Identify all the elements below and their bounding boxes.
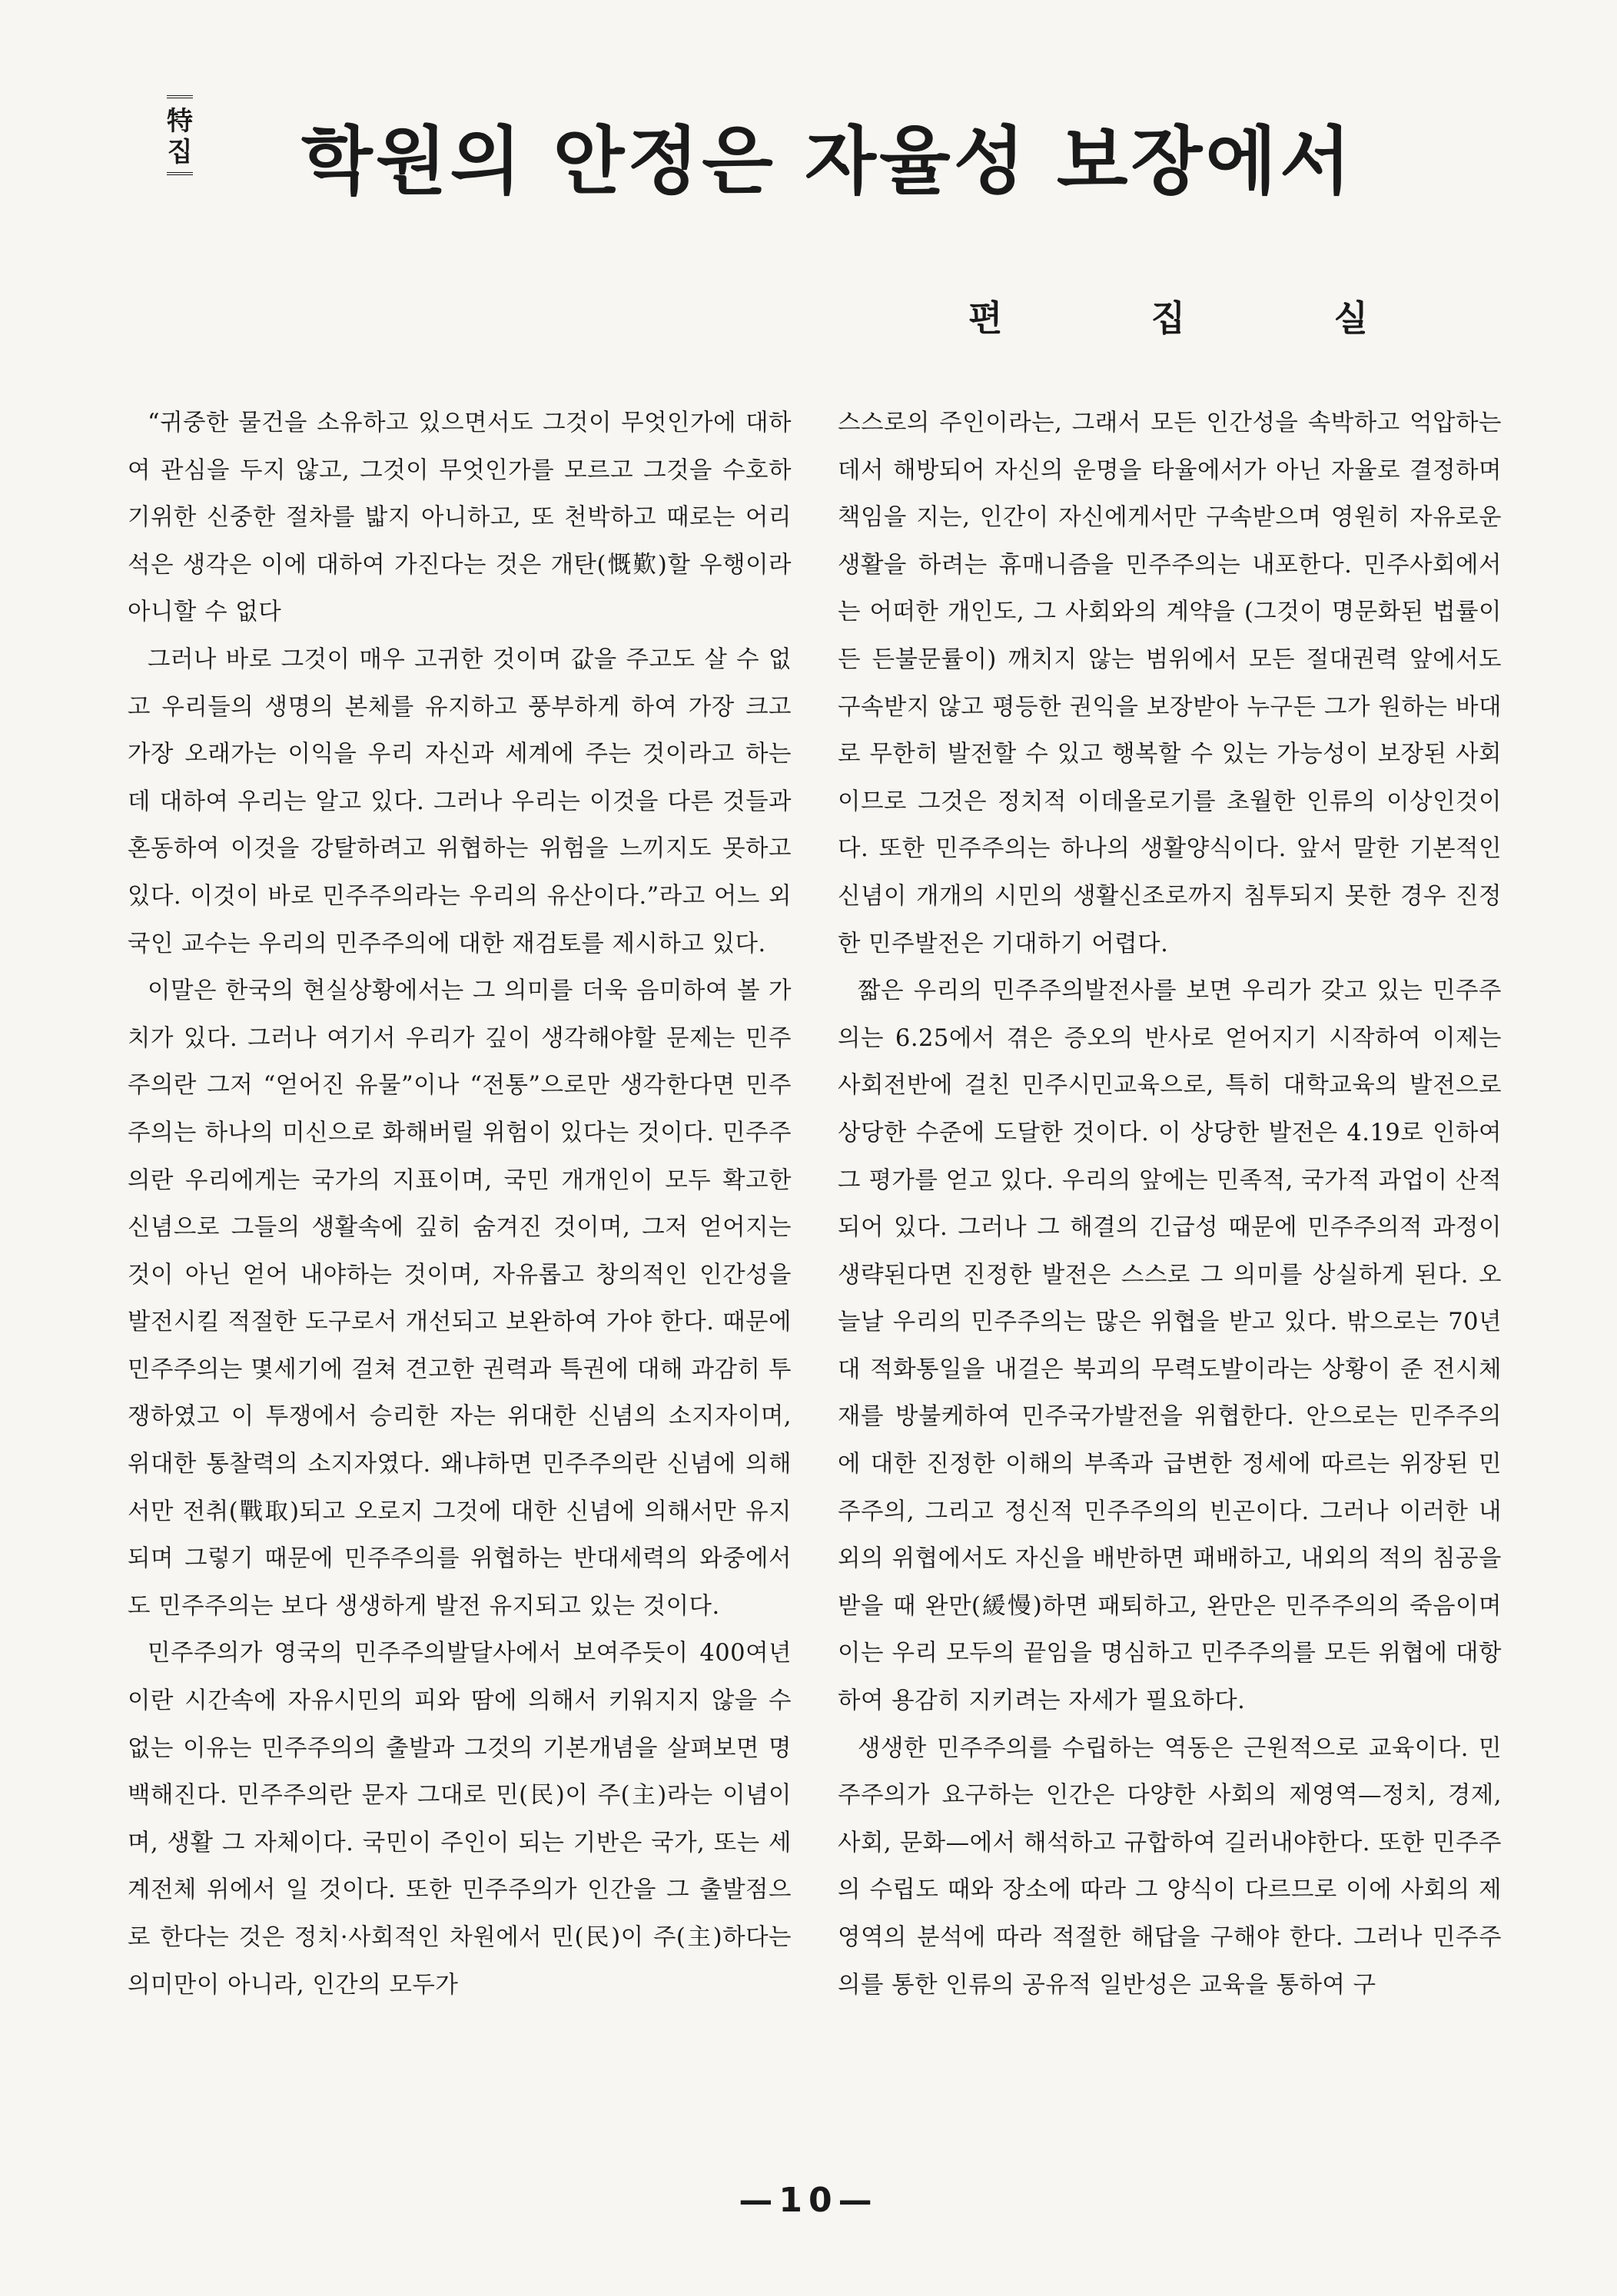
byline-char: 집 (1150, 297, 1186, 339)
tag-rule-bottom (167, 172, 193, 178)
paragraph: 이말은 한국의 현실상황에서는 그 의미를 더욱 음미하여 볼 가치가 있다. 그러나 여기서 우리가 깊이 생각해야할 문제는 민주주의란 그저 “얻어진 유물”이나 “전통”으로만 생각한다면 민주주의는 하나의 미신으로 화해버릴 위험이 있다는 것이다. 민주주의란 우리에게는 국가의 지표이며, 국민 개개인이 모두 확고한 신념으로 그들의 생활속에 깊히 숨겨진 것이며, 그저 얻어지는 것이 아닌 얻어 내야하는 것이며, 자유롭고 창의적인 인간성을 발전시킬 적절한 도구로서 개선되고 보완하여 가야 한다. 때문에 민주주의는 몇세기에 걸쳐 견고한 권력과 특권에 대해 과감히 투쟁하였고 이 투쟁에서 승리한 자는 위대한 신념의 소지자이며, 위대한 통찰력의 소지자였다. 왜냐하면 민주주의란 신념에 의해서만 전취(戰取)되고 오로지 그것에 대한 신념에 의해서만 유지되며 그렇기 때문에 민주주의를 위협하는 반대세력의 와중에서도 민주주의는 보다 생생하게 발전 유지되고 있는 것이다. (128, 977, 792, 1620)
tag-char: 特 (167, 106, 193, 137)
byline-char: 편 (968, 297, 1003, 339)
paragraph: 민주주의가 영국의 민주주의발달사에서 보여주듯이 400여년이란 시간속에 자유시민의 피와 땀에 의해서 키워지지 않을 수 없는 이유는 민주주의의 출발과 그것의 기본개념을 살펴보면 명백해진다. 민주주의란 문자 그대로 민(民)이 주(主)라는 이념이며, 생활 그 자체이다. 국민이 주인이 되는 기반은 국가, 또는 세계전체 위에서 일 것이다. 또한 민주주의가 인간을 그 출발점으로 한다는 것은 정치·사회적인 차원에서 민(民)이 주(主)하다는 의미만이 아니라, 인간의 모두가 (128, 1640, 792, 1999)
tag-char: 집 (167, 137, 193, 168)
article-title: 학원의 안정은 자율성 보장에서 (301, 118, 1354, 204)
paragraph: 그러나 바로 그것이 매우 고귀한 것이며 값을 주고도 살 수 없고 우리들의 생명의 본체를 유지하고 풍부하게 하여 가장 크고 가장 오래가는 이익을 우리 자신과 세계에 주는 것이라고 하는 데 대하여 우리는 알고 있다. 그러나 우리는 이것을 다른 것들과 혼동하여 이것을 강탈하려고 위협하는 위험을 느끼지도 못하고 있다. 이것이 바로 민주주의라는 우리의 유산이다.”라고 어느 외국인 교수는 우리의 민주주의에 대한 재검토를 제시하고 있다. (128, 645, 792, 957)
byline (968, 295, 1368, 341)
section-tag (161, 91, 198, 183)
paragraph: “귀중한 물건을 소유하고 있으면서도 그것이 무엇인가에 대하여 관심을 두지 않고, 그것이 무엇인가를 모르고 그것을 수호하기위한 신중한 절차를 밟지 아니하고, 또 천박하고 때로는 어리석은 생각은 이에 대하여 가진다는 것은 개탄(慨歎)할 우행이라 아니할 수 없다 (128, 410, 792, 626)
tag-rule-top (167, 95, 193, 101)
left-column (128, 400, 792, 2009)
right-column (838, 400, 1502, 2009)
paragraph: 스스로의 주인이라는, 그래서 모든 인간성을 속박하고 억압하는 데서 해방되어 자신의 운명을 타율에서가 아닌 자율로 결정하며 책임을 지는, 인간이 자신에게서만 구속받으며 영원히 자유로운 생활을 하려는 휴매니즘을 민주주의는 내포한다. 민주사회에서는 어떠한 개인도, 그 사회와의 계약을 (그것이 명문화된 법률이든 든불문률이) 깨치지 않는 범위에서 모든 절대권력 앞에서도 구속받지 않고 평등한 권익을 보장받아 누구든 그가 원하는 바대로 무한히 발전할 수 있고 행복할 수 있는 가능성이 보장된 사회이므로 그것은 정치적 이데올로기를 초월한 인류의 이상인것이다. 또한 민주주의는 하나의 생활양식이다. 앞서 말한 기본적인 신념이 개개의 시민의 생활신조로까지 침투되지 못한 경우 진정한 민주발전은 기대하기 어렵다. (838, 410, 1502, 957)
page-number: —10— (739, 2181, 878, 2220)
paragraph: 생생한 민주주의를 수립하는 역동은 근원적으로 교육이다. 민주주의가 요구하는 인간은 다양한 사회의 제영역—정치, 경제, 사회, 문화—에서 해석하고 규합하여 길러내야한다. 또한 민주주의 수립도 때와 장소에 따라 그 양식이 다르므로 이에 사회의 제영역의 분석에 따라 적절한 해답을 구해야 한다. 그러나 민주주의를 통한 인류의 공유적 일반성은 교육을 통하여 구 (838, 1734, 1502, 1999)
byline-char: 실 (1333, 297, 1368, 339)
paragraph: 짧은 우리의 민주주의발전사를 보면 우리가 갖고 있는 민주주의는 6.25에서 겪은 증오의 반사로 얻어지기 시작하여 이제는 사회전반에 걸친 민주시민교육으로, 특히 대학교육의 발전으로 상당한 수준에 도달한 것이다. 이 상당한 발전은 4.19로 인하여 그 평가를 얻고 있다. 우리의 앞에는 민족적, 국가적 과업이 산적되어 있다. 그러나 그 해결의 긴급성 때문에 민주주의적 과정이 생략된다면 진정한 발전은 스스로 그 의미를 상실하게 된다. 오늘날 우리의 민주주의는 많은 위협을 받고 있다. 밖으로는 70년대 적화통일을 내걸은 북괴의 무력도발이라는 상황이 준 전시체재를 방불케하여 민주국가발전을 위협한다. 안으로는 민주주의에 대한 진정한 이해의 부족과 급변한 정세에 따르는 위장된 민주주의, 그리고 정신적 민주주의의 빈곤이다. 그러나 이러한 내외의 위협에서도 자신을 배반하면 패배하고, 내외의 적의 침공을 받을 때 완만(緩慢)하면 패퇴하고, 완만은 민주주의의 죽음이며 이는 우리 모두의 끝임을 명심하고 민주주의를 모든 위협에 대항하여 용감히 지키려는 자세가 필요하다. (838, 977, 1502, 1715)
